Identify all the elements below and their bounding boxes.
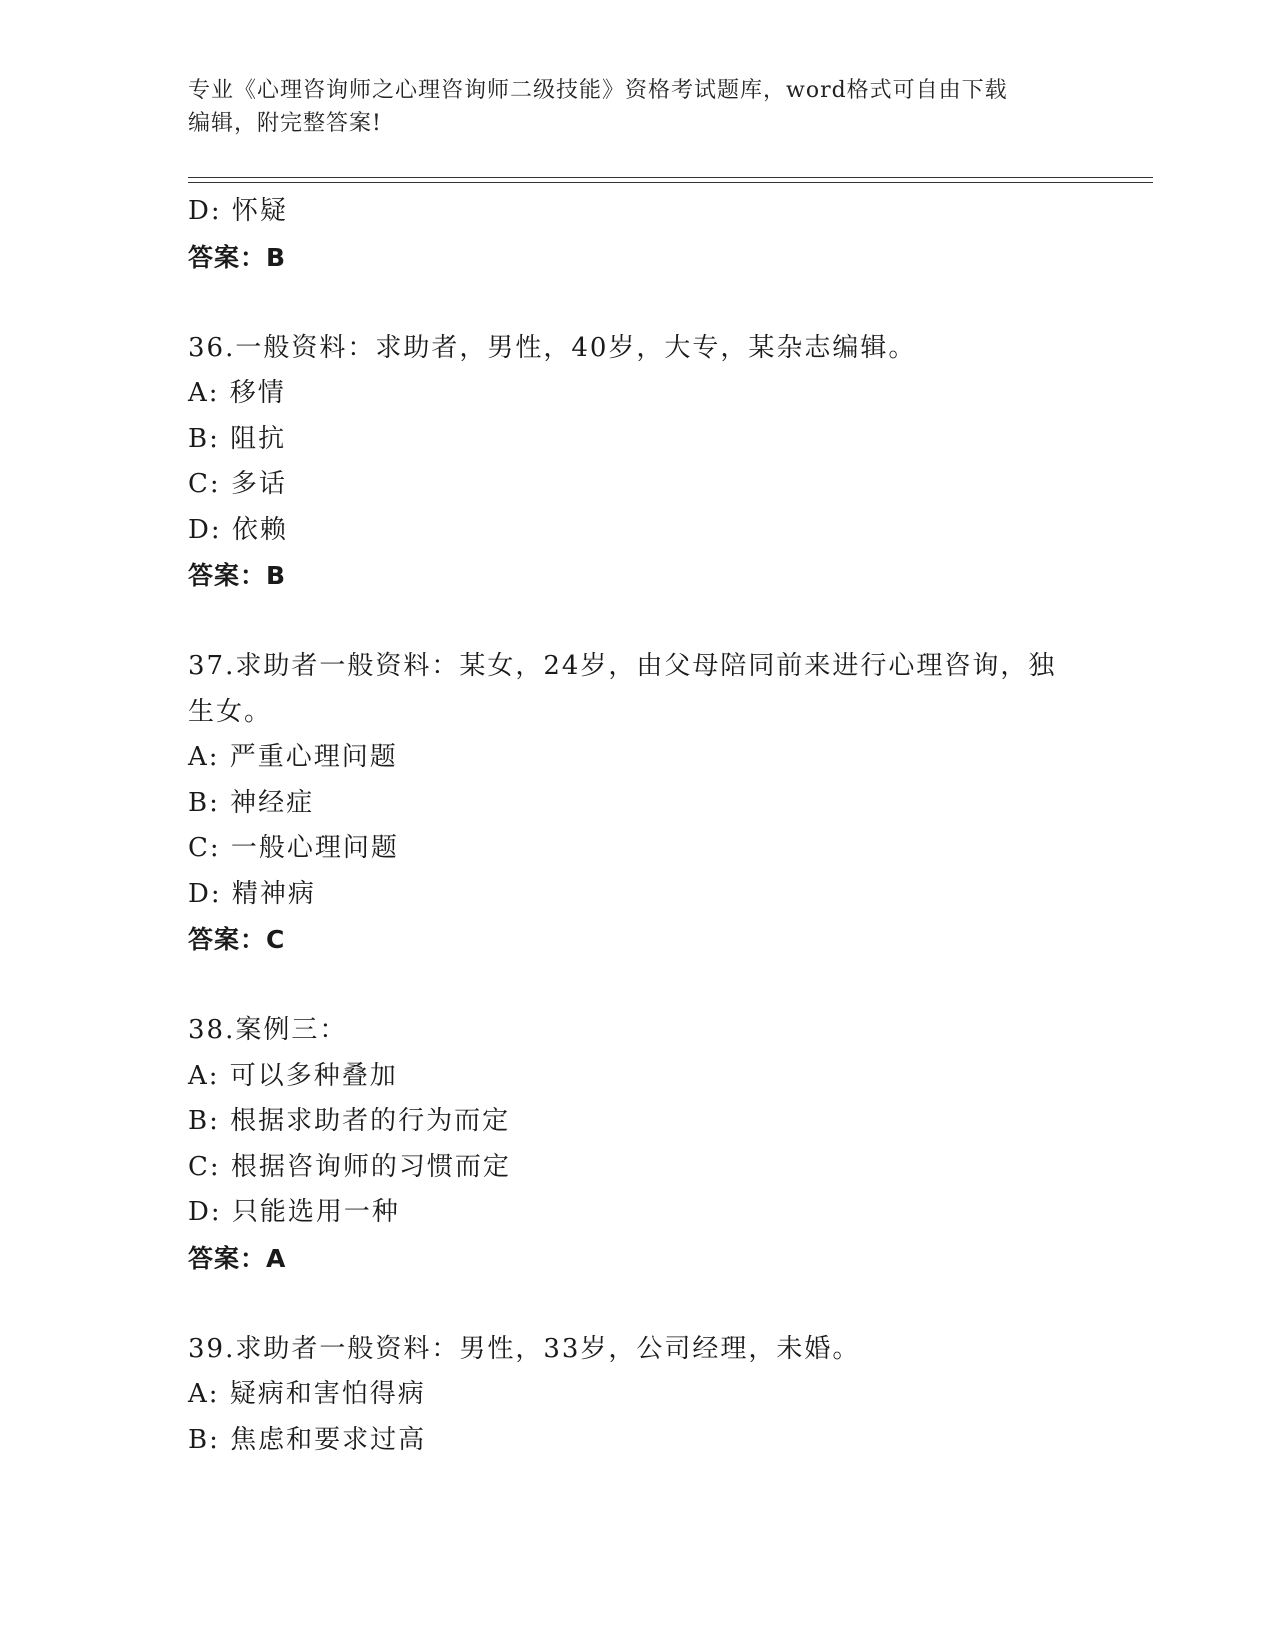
header-rule-top bbox=[188, 177, 1153, 178]
question-39 bbox=[188, 1327, 1138, 1464]
header-line-2: 编辑，附完整答案! bbox=[188, 111, 382, 136]
question-36 bbox=[188, 326, 1138, 599]
question-list bbox=[188, 189, 1138, 1463]
spacer bbox=[188, 280, 1138, 326]
question-37 bbox=[188, 644, 1138, 963]
option-a: A: 疑病和害怕得病 bbox=[188, 1379, 426, 1409]
document-header bbox=[188, 74, 1088, 140]
answer: 答案：B bbox=[188, 561, 287, 590]
option-d: D: 只能选用一种 bbox=[188, 1197, 400, 1227]
option-d: D: 依赖 bbox=[188, 514, 288, 545]
option-c: C: 多话 bbox=[188, 469, 287, 499]
question-stem-continued: 生女。 bbox=[188, 696, 273, 727]
option-b: B: 阻抗 bbox=[188, 423, 287, 454]
header-line-1: 专业《心理咨询师之心理咨询师二级技能》资格考试题库，word格式可自由下载 bbox=[188, 78, 1008, 103]
option-a: A: 严重心理问题 bbox=[188, 742, 398, 772]
question-stem: 36.一般资料：求助者，男性，40岁，大专，某杂志编辑。 bbox=[188, 332, 917, 363]
option-b: B: 神经症 bbox=[188, 787, 315, 818]
option-b: B: 焦虑和要求过高 bbox=[188, 1424, 427, 1455]
header-rule-bottom bbox=[188, 182, 1153, 183]
option-c: C: 根据咨询师的习惯而定 bbox=[188, 1151, 511, 1182]
spacer bbox=[188, 1281, 1138, 1327]
spacer bbox=[188, 963, 1138, 1009]
answer: 答案：A bbox=[188, 1243, 287, 1273]
answer: 答案：C bbox=[188, 925, 286, 954]
option-c: C: 一般心理问题 bbox=[188, 833, 399, 863]
question-38 bbox=[188, 1008, 1138, 1281]
prev-answer: 答案：B bbox=[188, 242, 287, 272]
option-d: D: 精神病 bbox=[188, 878, 316, 909]
option-a: A: 移情 bbox=[188, 378, 286, 408]
question-stem: 38.案例三： bbox=[188, 1015, 348, 1045]
option-a: A: 可以多种叠加 bbox=[188, 1060, 398, 1091]
question-stem: 37.求助者一般资料：某女，24岁，由父母陪同前来进行心理咨询，独 bbox=[188, 651, 1057, 681]
spacer bbox=[188, 599, 1138, 645]
option-b: B: 根据求助者的行为而定 bbox=[188, 1106, 511, 1136]
prev-option-d: D: 怀疑 bbox=[188, 196, 288, 226]
question-stem: 39.求助者一般资料：男性，33岁，公司经理，未婚。 bbox=[188, 1333, 861, 1364]
